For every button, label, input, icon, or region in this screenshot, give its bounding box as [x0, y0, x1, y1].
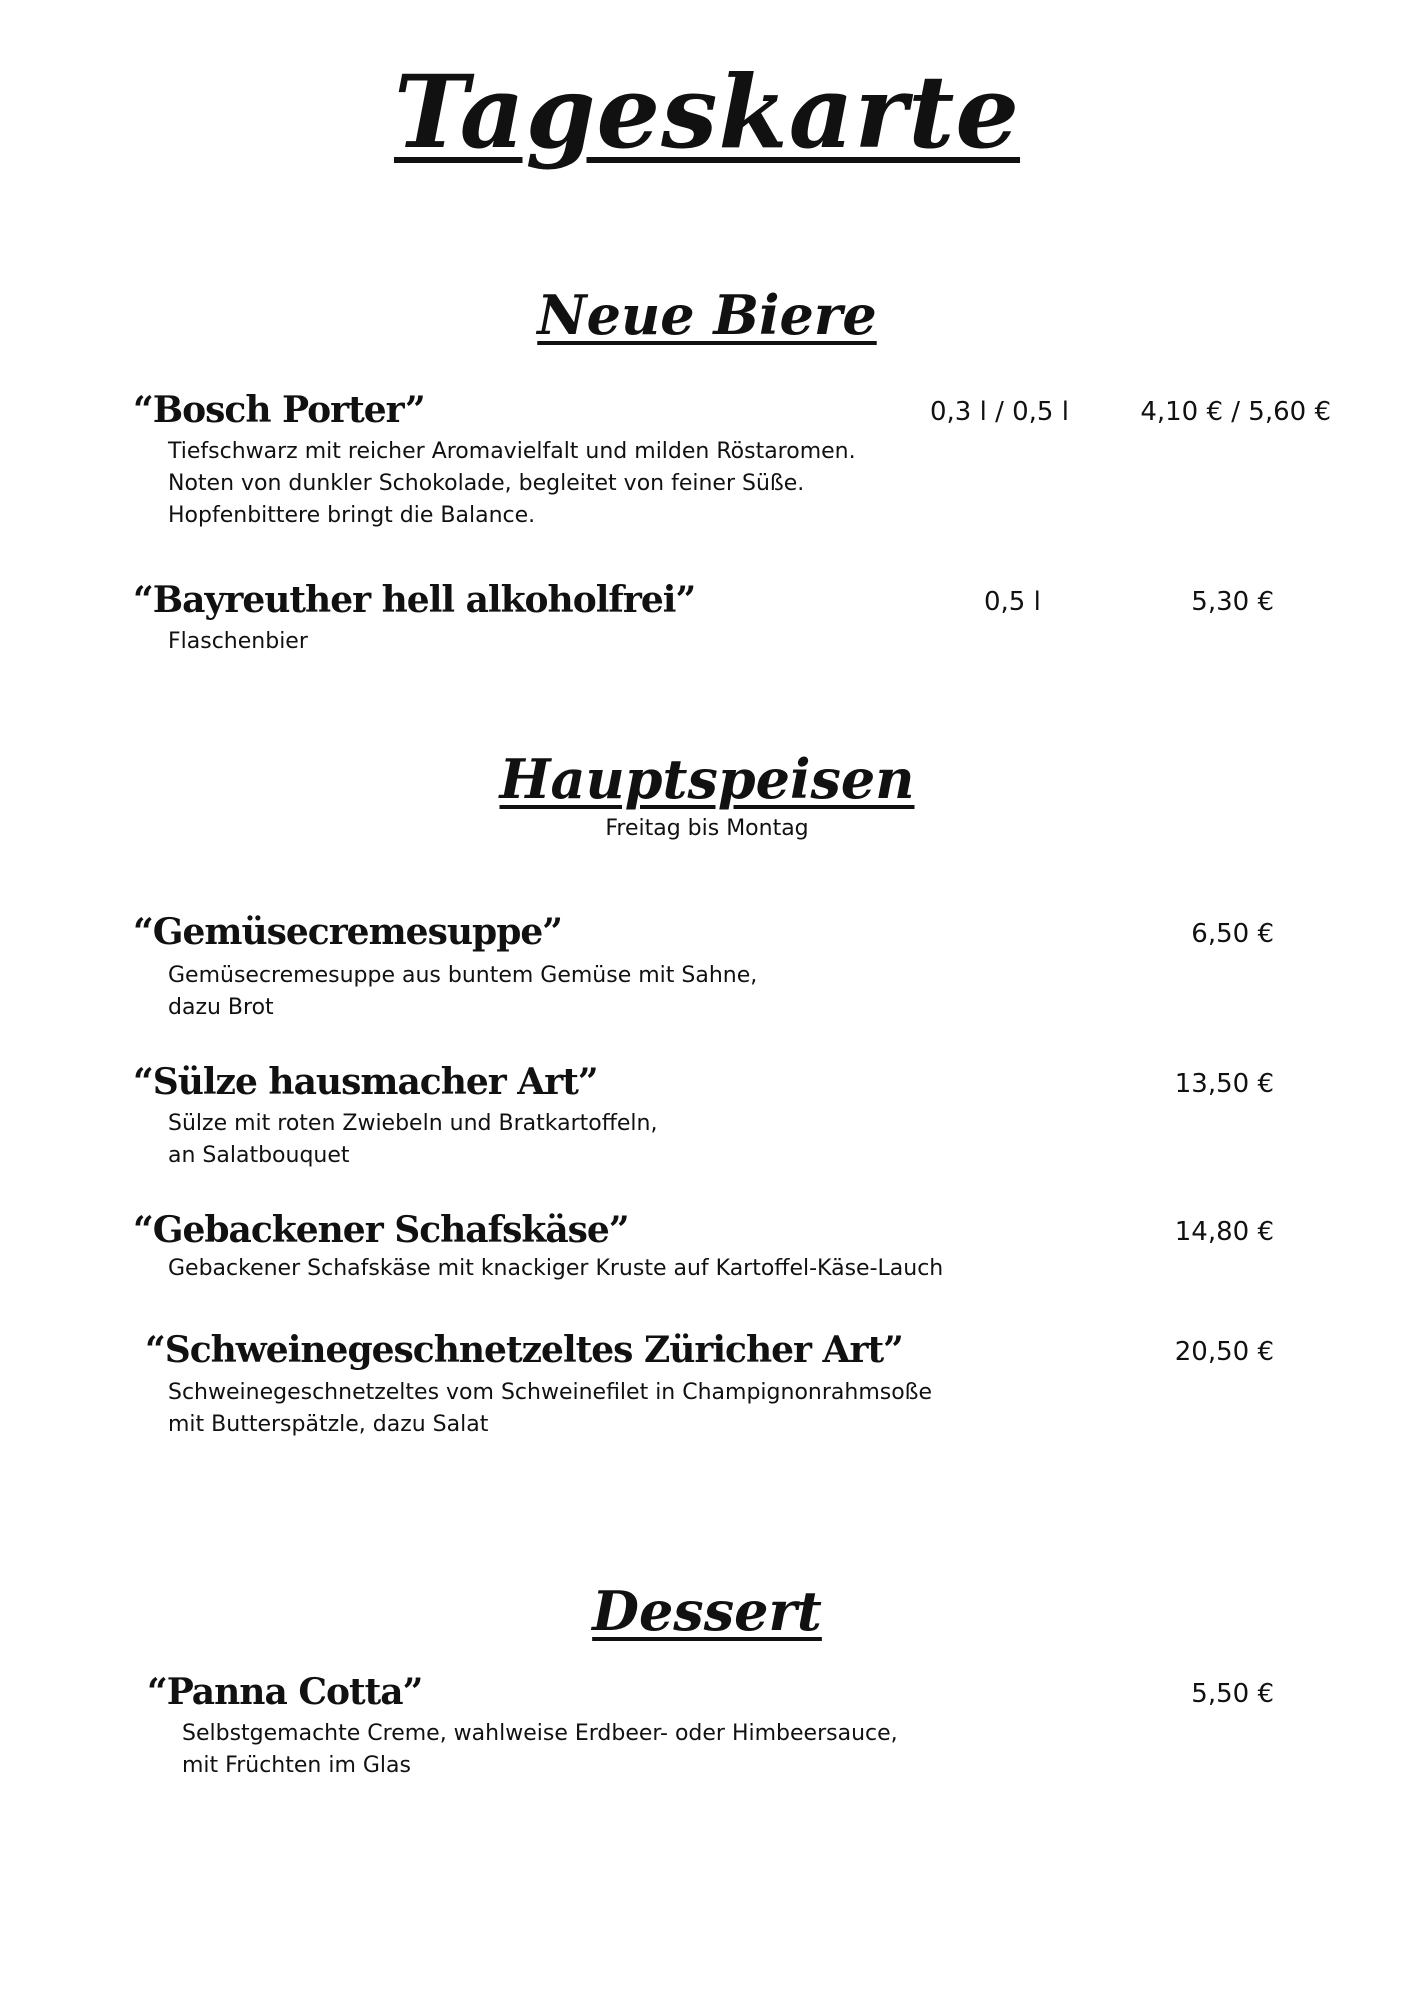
description-line: an Salatbouquet [168, 1143, 350, 1168]
item-size-bosch-porter: 0,3 l / 0,5 l [930, 397, 1069, 427]
section-title-dessert: Dessert [592, 1579, 822, 1643]
item-description-suelze [168, 1108, 657, 1172]
item-price-suelze: 13,50 € [1174, 1069, 1274, 1099]
item-name-gemuesecremesuppe: “Gemüsecremesuppe” [133, 911, 562, 953]
item-name-bayreuther-hell: “Bayreuther hell alkoholfrei” [133, 579, 696, 621]
description-line: Selbstgemachte Creme, wahlweise Erdbeer- oder Himbeersauce, [182, 1721, 898, 1746]
item-size-bayreuther-hell: 0,5 l [984, 587, 1041, 617]
description-line: Gemüsecremesuppe aus buntem Gemüse mit Sahne, [168, 963, 758, 988]
item-price-bosch-porter: 4,10 € / 5,60 € [1140, 397, 1331, 427]
item-name-panna-cotta: “Panna Cotta” [147, 1671, 423, 1713]
item-name-bosch-porter: “Bosch Porter” [133, 389, 425, 431]
item-name-schafskaese: “Gebackener Schafskäse” [133, 1209, 629, 1251]
item-description-panna-cotta [182, 1718, 898, 1782]
description-line: Gebackener Schafskäse mit knackiger Kruste auf Kartoffel-Käse-Lauch [168, 1256, 944, 1281]
description-line: dazu Brot [168, 995, 274, 1020]
item-price-panna-cotta: 5,50 € [1191, 1679, 1274, 1709]
description-line: mit Butterspätzle, dazu Salat [168, 1412, 489, 1437]
description-line: Schweinegeschnetzeltes vom Schweinefilet in Champignonrahmsoße [168, 1380, 933, 1405]
item-price-schweinegeschnetzeltes: 20,50 € [1174, 1337, 1274, 1367]
description-line: Noten von dunkler Schokolade, begleitet von feiner Süße. [168, 471, 805, 496]
description-line: Hopfenbittere bringt die Balance. [168, 503, 536, 528]
item-name-suelze: “Sülze hausmacher Art” [133, 1061, 598, 1103]
page-title: Tageskarte [393, 53, 1021, 171]
item-description-bayreuther-hell [168, 626, 308, 658]
description-line: Sülze mit roten Zwiebeln und Bratkartoffeln, [168, 1111, 658, 1136]
item-price-bayreuther-hell: 5,30 € [1191, 587, 1274, 617]
item-price-gemuesecremesuppe: 6,50 € [1191, 919, 1274, 949]
section-title-beers: Neue Biere [537, 283, 877, 347]
section-title-mains: Hauptspeisen [499, 747, 915, 811]
description-line: Tiefschwarz mit reicher Aromavielfalt und milden Röstaromen. [168, 439, 856, 464]
item-name-schweinegeschnetzeltes: “Schweinegeschnetzeltes Züricher Art” [145, 1329, 903, 1371]
description-line: Flaschenbier [168, 629, 308, 654]
description-line: mit Früchten im Glas [182, 1753, 411, 1778]
item-description-gemuesecremesuppe [168, 960, 757, 1024]
item-description-schweinegeschnetzeltes [168, 1377, 932, 1441]
item-description-bosch-porter [168, 436, 856, 532]
item-description-schafskaese [168, 1253, 943, 1285]
item-price-schafskaese: 14,80 € [1174, 1217, 1274, 1247]
section-subtitle-mains: Freitag bis Montag [605, 816, 809, 841]
